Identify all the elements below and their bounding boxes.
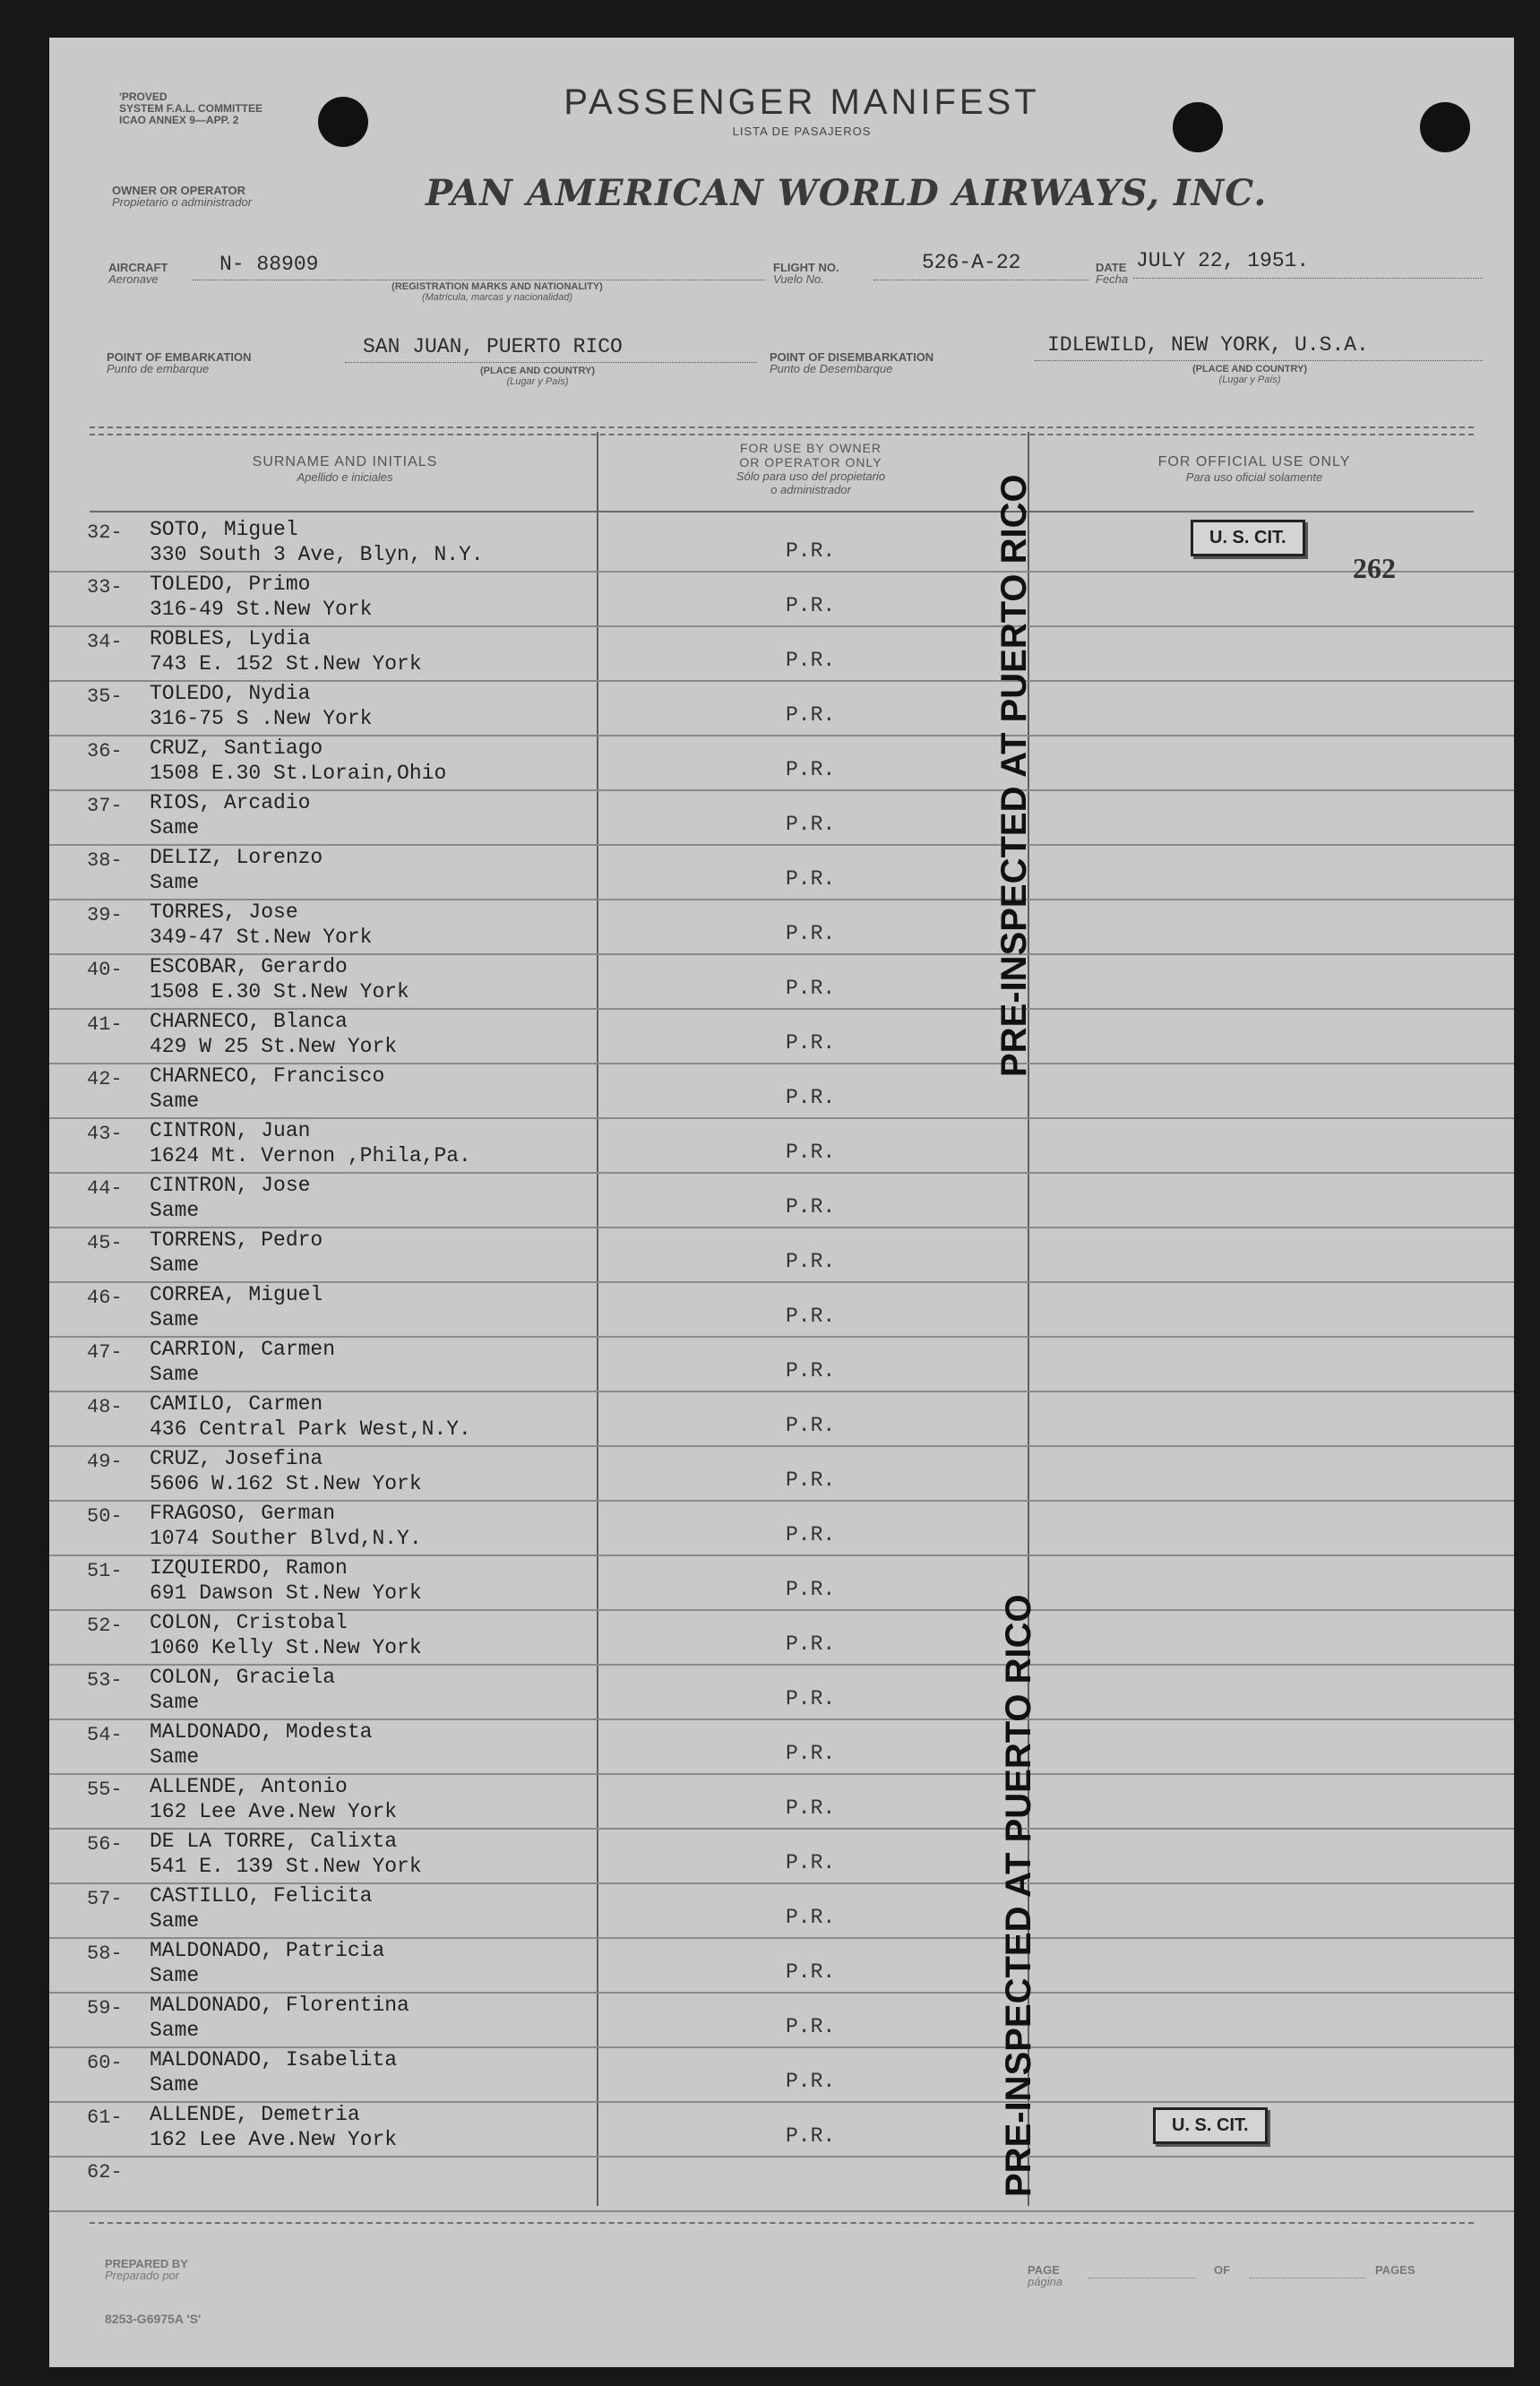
row-number: 44-	[87, 1177, 123, 1200]
row-number: 42-	[87, 1068, 123, 1090]
passenger-row	[49, 1010, 1514, 1064]
passenger-row	[49, 1666, 1514, 1720]
operator-code: P.R.	[786, 649, 836, 672]
passenger-name: CASTILLO, Felicita	[150, 1884, 373, 1908]
registration-caption: (REGISTRATION MARKS AND NATIONALITY) (Matrícula, marcas y nacionalidad)	[391, 281, 603, 303]
operator-code: P.R.	[786, 758, 836, 781]
operator-code: P.R.	[786, 813, 836, 836]
operator-code: P.R.	[786, 1414, 836, 1437]
passenger-address: Same	[150, 1199, 200, 1222]
passenger-name: DELIZ, Lorenzo	[150, 846, 323, 869]
passenger-row	[49, 2048, 1514, 2103]
passenger-row	[49, 1174, 1514, 1228]
passenger-address: 162 Lee Ave.New York	[150, 1800, 398, 1823]
passenger-address: 316-49 St.New York	[150, 598, 373, 621]
passenger-address: Same	[150, 1964, 200, 1987]
passenger-address: 330 South 3 Ave, Blyn, N.Y.	[150, 543, 484, 566]
passenger-row	[49, 1119, 1514, 1174]
passenger-address: 1508 E.30 St.New York	[150, 980, 409, 1003]
row-number: 62-	[87, 2161, 123, 2184]
operator-code: P.R.	[786, 1687, 836, 1710]
footer-rule	[90, 2222, 1474, 2224]
operator-code: P.R.	[786, 2124, 836, 2148]
disembark-place-caption: (PLACE AND COUNTRY) (Lugar y País)	[1192, 364, 1308, 385]
row-number: 54-	[87, 1724, 123, 1746]
passenger-row	[49, 1556, 1514, 1611]
passenger-row	[49, 2158, 1514, 2212]
date-label: DATE Fecha	[1096, 261, 1129, 286]
passenger-row	[49, 1884, 1514, 1939]
passenger-address: 1624 Mt. Vernon ,Phila,Pa.	[150, 1144, 471, 1167]
passenger-address: 5606 W.162 St.New York	[150, 1472, 422, 1495]
operator-code: P.R.	[786, 1195, 836, 1219]
column-header-official-use: FOR OFFICIAL USE ONLY Para uso oficial solamente	[1157, 454, 1351, 484]
passenger-row	[49, 2103, 1514, 2158]
row-number: 45-	[87, 1232, 123, 1254]
operator-code: P.R.	[786, 1031, 836, 1055]
passenger-address: Same	[150, 1308, 200, 1331]
column-header-owner-use: FOR USE BY OWNER OR OPERATOR ONLY Sólo para uso del propietario o administrador	[736, 441, 886, 496]
prepared-by-label: PREPARED BY Preparado por	[105, 2257, 188, 2282]
passenger-name: CHARNECO, Francisco	[150, 1064, 385, 1088]
passenger-name: MALDONADO, Florentina	[150, 1994, 409, 2017]
passenger-row	[49, 1611, 1514, 1666]
row-number: 33-	[87, 576, 123, 599]
flight-label: FLIGHT NO. Vuelo No.	[773, 261, 839, 286]
aircraft-label: AIRCRAFT Aeronave	[108, 261, 168, 286]
passenger-address: 541 E. 139 St.New York	[150, 1855, 422, 1878]
row-number: 60-	[87, 2052, 123, 2074]
operator-code: P.R.	[786, 1796, 836, 1820]
passenger-name: CAMILO, Carmen	[150, 1392, 323, 1416]
row-number: 40-	[87, 959, 123, 981]
operator-code: P.R.	[786, 2015, 836, 2038]
passenger-row	[49, 736, 1514, 791]
passenger-name: CHARNECO, Blanca	[150, 1010, 348, 1033]
passenger-address: 349-47 St.New York	[150, 926, 373, 949]
passenger-row	[49, 846, 1514, 900]
header-bottom-rule	[90, 511, 1474, 513]
operator-code: P.R.	[786, 594, 836, 617]
form-title: PASSENGER MANIFEST	[564, 82, 1040, 122]
operator-code: P.R.	[786, 1906, 836, 1929]
passenger-row	[49, 1338, 1514, 1392]
operator-code: P.R.	[786, 922, 836, 945]
passenger-row	[49, 1447, 1514, 1502]
row-number: 35-	[87, 685, 123, 708]
operator-code: P.R.	[786, 1250, 836, 1273]
embark-label: POINT OF EMBARKATION Punto de embarque	[107, 350, 252, 375]
table-top-rule	[90, 426, 1474, 428]
passenger-address: Same	[150, 1363, 200, 1386]
row-number: 55-	[87, 1779, 123, 1801]
row-number: 39-	[87, 904, 123, 926]
passenger-row	[49, 1283, 1514, 1338]
passenger-name: COLON, Graciela	[150, 1666, 336, 1689]
passenger-name: RIOS, Arcadio	[150, 791, 311, 814]
punch-hole	[1420, 102, 1470, 152]
punch-hole	[318, 97, 368, 147]
passenger-name: MALDONADO, Modesta	[150, 1720, 373, 1744]
preinspected-stamp: PRE-INSPECTED AT PUERTO RICO	[999, 1594, 1038, 2197]
punch-hole	[1173, 102, 1223, 152]
row-number: 32-	[87, 521, 123, 544]
date-value: JULY 22, 1951.	[1136, 249, 1310, 272]
passenger-address: 691 Dawson St.New York	[150, 1581, 422, 1605]
form-subtitle: LISTA DE PASAJEROS	[732, 125, 872, 138]
passenger-row	[49, 1502, 1514, 1556]
row-number: 47-	[87, 1341, 123, 1364]
passenger-address: Same	[150, 1691, 200, 1714]
row-number: 57-	[87, 1888, 123, 1910]
operator-code: P.R.	[786, 1523, 836, 1546]
passenger-address: 429 W 25 St.New York	[150, 1035, 398, 1058]
operator-code: P.R.	[786, 977, 836, 1000]
passenger-name: CARRION, Carmen	[150, 1338, 336, 1361]
passenger-address: Same	[150, 2073, 200, 2097]
passenger-row	[49, 573, 1514, 627]
passenger-name: FRAGOSO, German	[150, 1502, 336, 1525]
passenger-name: CORREA, Miguel	[150, 1283, 323, 1306]
passenger-address: Same	[150, 1090, 200, 1113]
row-number: 58-	[87, 1942, 123, 1965]
row-number: 59-	[87, 1997, 123, 2020]
passenger-address: Same	[150, 1745, 200, 1769]
row-number: 34-	[87, 631, 123, 653]
us-citizen-stamp: U. S. CIT.	[1191, 520, 1305, 556]
row-number: 61-	[87, 2106, 123, 2129]
operator-code: P.R.	[786, 1359, 836, 1383]
passenger-row	[49, 1775, 1514, 1830]
passenger-row	[49, 627, 1514, 682]
preinspected-stamp: PRE-INSPECTED AT PUERTO RICO	[994, 474, 1034, 1077]
underline	[345, 362, 757, 363]
passenger-name: TORRES, Jose	[150, 900, 298, 924]
passenger-name: SOTO, Miguel	[150, 518, 298, 541]
passenger-address: 316-75 S .New York	[150, 707, 373, 730]
operator-code: P.R.	[786, 1086, 836, 1109]
passenger-name: CINTRON, Juan	[150, 1119, 311, 1142]
passenger-name: ALLENDE, Antonio	[150, 1775, 348, 1798]
passenger-address: 436 Central Park West,N.Y.	[150, 1417, 471, 1441]
row-number: 50-	[87, 1505, 123, 1528]
airline-name: PAN AMERICAN WORLD AIRWAYS, INC.	[426, 172, 1268, 214]
passenger-name: ESCOBAR, Gerardo	[150, 955, 348, 978]
embark-value: SAN JUAN, PUERTO RICO	[363, 335, 623, 358]
flight-value: 526-A-22	[922, 251, 1021, 274]
passenger-name: MALDONADO, Patricia	[150, 1939, 385, 1962]
passenger-address: Same	[150, 1909, 200, 1933]
operator-code: P.R.	[786, 1578, 836, 1601]
underline	[1035, 360, 1483, 361]
manifest-sheet	[49, 38, 1514, 2367]
us-citizen-stamp: U. S. CIT.	[1153, 2107, 1268, 2144]
owner-label: OWNER OR OPERATOR Propietario o administrador	[112, 184, 253, 209]
passenger-name: CRUZ, Josefina	[150, 1447, 323, 1470]
row-number: 52-	[87, 1615, 123, 1637]
disembark-label: POINT OF DISEMBARKATION Punto de Desembarque	[770, 350, 934, 375]
operator-code: P.R.	[786, 1851, 836, 1874]
row-number: 38-	[87, 849, 123, 872]
form-code: 8253-G6975A 'S'	[105, 2312, 202, 2326]
passenger-name: TOLEDO, Primo	[150, 573, 311, 596]
operator-code: P.R.	[786, 1742, 836, 1765]
operator-code: P.R.	[786, 1469, 836, 1492]
passenger-name: MALDONADO, Isabelita	[150, 2048, 398, 2072]
passenger-address: Same	[150, 816, 200, 840]
column-header-surname: SURNAME AND INITIALS Apellido e iniciales	[252, 454, 438, 484]
row-rule	[49, 2210, 1514, 2212]
passenger-row	[49, 1939, 1514, 1994]
passenger-name: CINTRON, Jose	[150, 1174, 311, 1197]
passenger-name: COLON, Cristobal	[150, 1611, 348, 1634]
row-number: 37-	[87, 795, 123, 817]
underline	[1133, 278, 1483, 279]
page-label: PAGE página	[1028, 2263, 1063, 2288]
passenger-name: DE LA TORRE, Calixta	[150, 1830, 398, 1853]
approval-note: 'PROVED SYSTEM F.A.L. COMMITTEE ICAO ANNEX 9—APP. 2	[119, 90, 263, 126]
row-number: 36-	[87, 740, 123, 762]
passenger-row	[49, 1392, 1514, 1447]
passenger-row	[49, 682, 1514, 736]
passenger-name: CRUZ, Santiago	[150, 736, 323, 760]
row-number: 48-	[87, 1396, 123, 1418]
row-number: 56-	[87, 1833, 123, 1856]
passenger-address: 1508 E.30 St.Lorain,Ohio	[150, 762, 447, 785]
passenger-address: 1074 Souther Blvd,N.Y.	[150, 1527, 422, 1550]
disembark-value: IDLEWILD, NEW YORK, U.S.A.	[1047, 333, 1369, 357]
passenger-name: IZQUIERDO, Ramon	[150, 1556, 348, 1580]
operator-code: P.R.	[786, 539, 836, 563]
passenger-address: 743 E. 152 St.New York	[150, 652, 422, 676]
passenger-row	[49, 1064, 1514, 1119]
passenger-address: Same	[150, 2019, 200, 2042]
row-number: 41-	[87, 1013, 123, 1036]
embark-place-caption: (PLACE AND COUNTRY) (Lugar y País)	[479, 366, 596, 387]
passenger-row	[49, 900, 1514, 955]
passenger-name: ALLENDE, Demetria	[150, 2103, 360, 2126]
operator-code: P.R.	[786, 867, 836, 891]
aircraft-value: N- 88909	[219, 253, 319, 276]
of-label: OF	[1214, 2263, 1231, 2277]
row-number: 46-	[87, 1287, 123, 1309]
passenger-row	[49, 1228, 1514, 1283]
operator-code: P.R.	[786, 1632, 836, 1656]
passenger-address: Same	[150, 1253, 200, 1277]
passenger-name: TORRENS, Pedro	[150, 1228, 323, 1252]
passenger-name: TOLEDO, Nydia	[150, 682, 311, 705]
pages-label: PAGES	[1375, 2263, 1415, 2277]
passenger-address: 1060 Kelly St.New York	[150, 1636, 422, 1659]
operator-code: P.R.	[786, 2070, 836, 2093]
page-number: 262	[1353, 552, 1396, 584]
passenger-row	[49, 1830, 1514, 1884]
row-number: 51-	[87, 1560, 123, 1582]
operator-code: P.R.	[786, 703, 836, 727]
row-number: 49-	[87, 1451, 123, 1473]
passenger-name: ROBLES, Lydia	[150, 627, 311, 650]
passenger-row	[49, 791, 1514, 846]
passenger-row	[49, 1720, 1514, 1775]
passenger-row	[49, 1994, 1514, 2048]
operator-code: P.R.	[786, 1960, 836, 1984]
passenger-address: Same	[150, 871, 200, 894]
operator-code: P.R.	[786, 1141, 836, 1164]
row-number: 43-	[87, 1123, 123, 1145]
row-number: 53-	[87, 1669, 123, 1692]
passenger-row	[49, 955, 1514, 1010]
table-top-rule-2	[90, 434, 1474, 435]
passenger-address: 162 Lee Ave.New York	[150, 2128, 398, 2151]
operator-code: P.R.	[786, 1305, 836, 1328]
